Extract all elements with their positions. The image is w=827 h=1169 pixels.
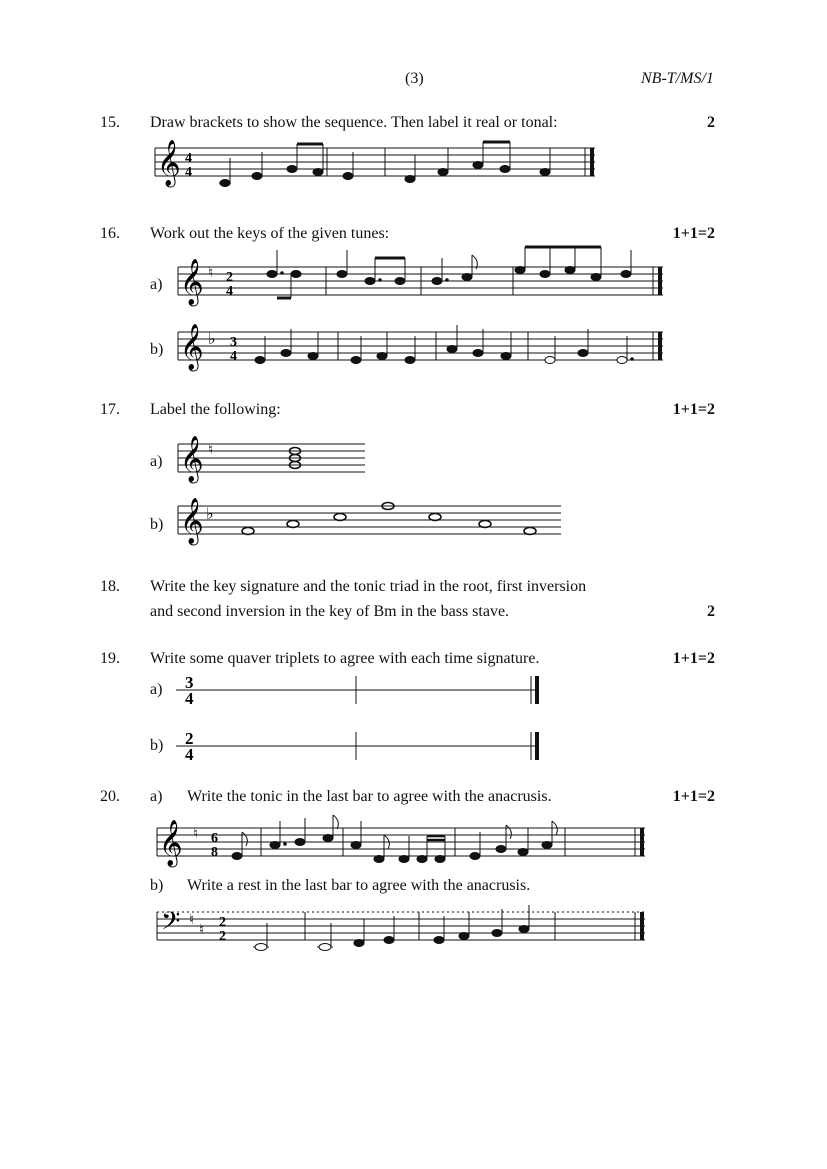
page-number: (3) [405,70,424,87]
time-sig-bottom: 4 [226,284,233,299]
question-16-number: 16. [100,225,120,242]
natural-sign-icon: ♮ [193,827,199,842]
treble-clef-icon: 𝄞 [157,140,181,186]
question-19-marks: 1+1=2 [672,650,715,667]
time-sig-top: 3 [185,673,194,692]
question-15-text: Draw brackets to show the sequence. Then label it real or tonal: [150,114,558,131]
question-17b-staff [178,494,568,554]
q16a-notes [267,247,631,298]
question-17-number: 17. [100,401,120,418]
treble-clef-icon: 𝄞 [180,324,204,370]
question-19b-line [176,728,546,764]
question-20a-staff [157,814,657,874]
question-20b-staff [157,898,657,963]
treble-clef-icon: 𝄞 [159,820,183,866]
question-17a-staff [178,430,378,490]
question-19a-label: a) [150,681,163,698]
time-sig-top: 3 [230,335,237,350]
time-sig-top: 2 [185,729,194,748]
question-20-marks: 1+1=2 [672,788,715,805]
question-20b-text: Write a rest in the last bar to agree with the anacrusis. [187,877,531,894]
time-sig-bottom: 8 [211,845,218,860]
time-sig-top: 6 [211,831,218,846]
question-17-text: Label the following: [150,401,281,418]
question-15-staff [155,138,605,198]
time-sig-bottom: 2 [219,929,226,944]
natural-sign-icon: ♮ [199,923,205,938]
question-15-number: 15. [100,114,120,131]
time-sig-bottom: 4 [230,349,237,364]
question-18-marks: 2 [707,603,715,620]
question-16-text: Work out the keys of the given tunes: [150,225,390,242]
q20a-notes [232,815,557,863]
question-19b-label: b) [150,737,164,754]
question-20a-text: Write the tonic in the last bar to agree with the anacrusis. [187,788,552,805]
flat-sign-icon: ♭ [208,331,216,348]
question-20b-label: b) [150,877,164,894]
question-17-marks: 1+1=2 [672,401,715,418]
question-16-marks: 1+1=2 [672,225,715,242]
treble-clef-icon: 𝄞 [180,498,204,544]
question-19-number: 19. [100,650,120,667]
question-17b-label: b) [150,516,164,533]
treble-clef-icon: 𝄞 [180,259,204,305]
question-18-number: 18. [100,578,120,595]
question-18-text-line1: Write the key signature and the tonic triad in the root, first inversion [150,578,587,595]
question-18-text-line2: and second inversion in the key of Bm in the bass stave. [150,603,510,620]
question-16b-label: b) [150,341,164,358]
time-sig-bottom: 4 [185,689,194,708]
question-19a-line [176,672,546,708]
time-sig-bottom: 4 [185,745,194,764]
question-15-marks: 2 [707,114,715,131]
paper-code: NB-T/MS/1 [641,70,714,87]
time-sig-bottom: 4 [185,165,192,180]
question-16a-staff [178,253,668,313]
natural-sign-icon: ♮ [189,913,195,928]
treble-clef-icon: 𝄞 [180,436,204,482]
question-19-text: Write some quaver triplets to agree with each time signature. [150,650,540,667]
time-sig-top: 2 [226,270,233,285]
natural-sign-icon: ♮ [208,266,214,281]
q17b-scale-notes [242,503,536,535]
q16b-notes [255,325,633,364]
question-20-number: 20. [100,788,120,805]
question-20a-label: a) [150,788,163,805]
question-17a-label: a) [150,453,163,470]
natural-sign-icon: ♮ [208,443,214,458]
flat-sign-icon: ♭ [206,506,214,523]
time-sig-top: 4 [185,151,192,166]
question-16a-label: a) [150,276,163,293]
bass-clef-icon: 𝄢 [161,907,181,942]
question-16b-staff [178,318,668,378]
time-sig-top: 2 [219,915,226,930]
